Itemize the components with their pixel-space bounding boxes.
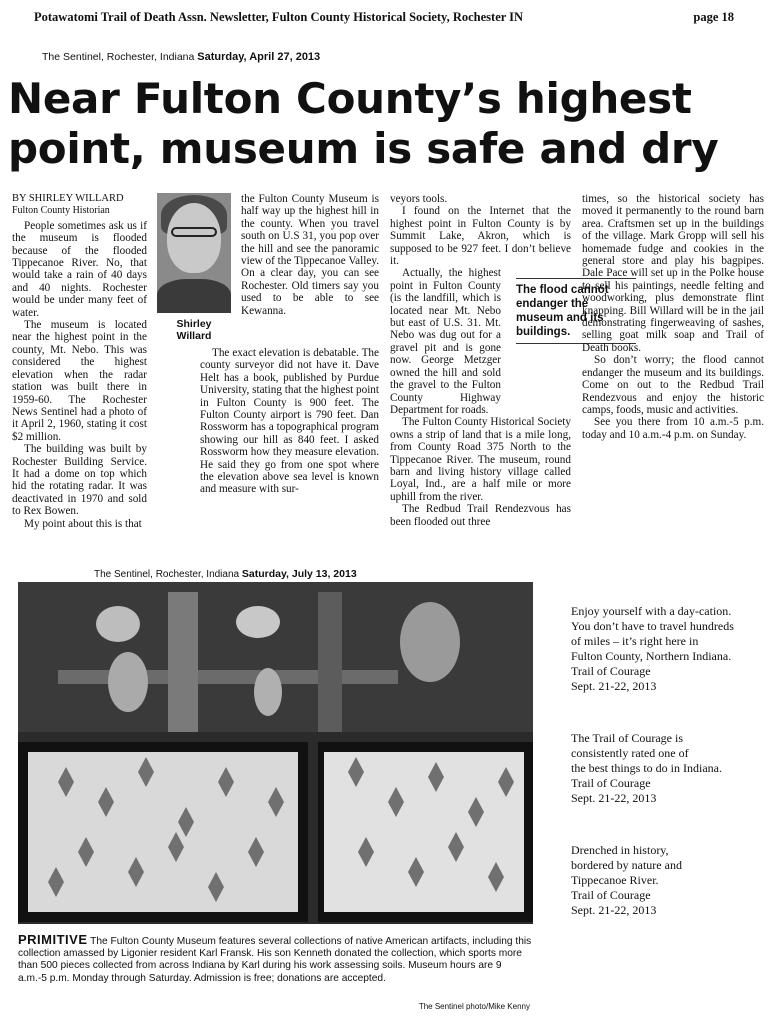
source-date: Saturday, April 27, 2013 bbox=[197, 51, 321, 63]
page-number: page 18 bbox=[693, 10, 734, 24]
paragraph: The building was built by Rochester Building Service. It had a dome on top which hid the rotating radar. It was deactivated in 1970 and sold to Rex Bowen. bbox=[12, 443, 147, 518]
trail-of-courage-ad-3: Drenched in history, bordered by nature and Tippecanoe River. Trail of Courage Sept. 21-22, 2013 bbox=[571, 843, 682, 917]
author-portrait-photo bbox=[157, 193, 231, 313]
photo-credit: The Sentinel photo/Mike Kenny bbox=[418, 1002, 530, 1011]
headline-line-1: Near Fulton County’s highest bbox=[8, 74, 692, 123]
paragraph: See you there from 10 a.m.-5 p.m. today and 10 a.m.-4 p.m. on Sunday. bbox=[582, 416, 764, 441]
byline-author: BY SHIRLEY WILLARD bbox=[12, 193, 124, 204]
article-column-1 bbox=[12, 193, 147, 530]
headline-line-2: point, museum is safe and dry bbox=[8, 124, 719, 173]
source-paper: The Sentinel, Rochester, Indiana bbox=[42, 51, 195, 63]
paragraph: Actually, the highest point in Fulton County (is the landfill, which is located near Mt. Nebo but east of U.S. 31. Mt. Nebo was dug out for a gravel pit and is gone now. George Metzger owned the hill and sold the gravel to the Fulton County Highway Department for roads. bbox=[390, 267, 501, 416]
pull-quote: The flood cannot endanger the museum and its buildings. bbox=[516, 278, 636, 344]
paragraph: the Fulton County Museum is half way up the highest hill in the county. When you travel south on U.S 31, you pop over the hill and see the panoramic view of the Tippecanoe Valley. On a clear day, you can see Rochester. Old timers say you used to be able to see Kewanna. bbox=[241, 193, 379, 317]
article-column-2 bbox=[241, 193, 379, 317]
article-column-4 bbox=[582, 193, 764, 441]
article-column-3 bbox=[390, 193, 571, 528]
photo-source-date: Saturday, July 13, 2013 bbox=[241, 568, 357, 580]
article-column-2-lower bbox=[200, 347, 379, 496]
paragraph: I found on the Internet that the highest point in Fulton County is by Summit Lake, Akron, which is supposed to be 927 feet. I don’t believe it. bbox=[390, 205, 571, 268]
paragraph: The museum is located near the highest point in the county, Mt. Nebo. This was considered the highest elevation when the radar station was built there in 1959-60. The Rochester News Sentinel had a photo of it April 2, 1960, stating it cost $2 million. bbox=[12, 319, 147, 443]
paragraph: So don’t worry; the flood cannot endanger the museum and its buildings. Come on out to the Redbud Trail Rendezvous and enjoy the historic camps, foods, music and activities. bbox=[582, 354, 764, 416]
newsletter-header bbox=[34, 10, 734, 25]
source-line bbox=[42, 51, 320, 63]
paragraph: The Redbud Trail Rendezvous has been flooded out three bbox=[390, 503, 571, 528]
paragraph: The Fulton County Historical Society owns a strip of land that is a mile long, from County Road 375 North to the Tippecanoe River. The museum, round barn and living history village called Loyal, Ind., are a half mile or more uphill from the river. bbox=[390, 416, 571, 503]
paragraph: times, so the historical society has moved it permanently to the round barn area. Craftsmen set up in the buildings of the village. Mark Gropp will sell his homemade fudge and cookies in the general store and play his bagpipes. Dale Pace will set up in the Polke house to sell his paintings, needle felting and woodworking, plus demonstrate flint knapping. Bill Willard will be in the jail demonstrating fingerweaving of sashes, selling goat milk soap and Trail of Death books. bbox=[582, 193, 764, 354]
newsletter-title: Potawatomi Trail of Death Assn. Newsletter, Fulton County Historical Society, Rochester IN bbox=[34, 10, 524, 24]
headline bbox=[8, 74, 768, 174]
caption-text: The Fulton County Museum features several collections of native American artifacts, including this collection amassed by Ligonier resident Karl Fransk. His son Kenneth donated the collection, which sports more than 500 pieces collected from across Indiana by Karl during his work assessing soils. Museum hours are 9 a.m.-5 p.m. Monday through Saturday. Admission is free; donations are accepted. bbox=[18, 936, 532, 984]
photo-source-line bbox=[94, 568, 357, 580]
paragraph: veyors tools. bbox=[390, 193, 448, 205]
paragraph: People sometimes ask us if the museum is flooded because of the flooded Tippecanoe River. No, that would take a rain of 40 days and 40 nights. Rochester would be under many feet of water. bbox=[12, 219, 147, 319]
photo-caption bbox=[18, 934, 533, 985]
trail-of-courage-ad-1: Enjoy yourself with a day-cation. You don’t have to travel hundreds of miles – it’s right here in Fulton County, Northern Indiana. Trail of Courage Sept. 21-22, 2013 bbox=[571, 604, 734, 693]
paragraph: My point about this is that bbox=[24, 517, 142, 530]
paragraph: The exact elevation is debatable. The county surveyor did not have it. Dave Helt has a book, published by Purdue University, stating that the highest point in Fulton County is 900 feet. The Fulton County airport is 790 feet. Dan Rossworm has a topographical program showing our hill as 840 feet. I asked Rossworm how they measure elevation. He said they go from one spot where the elevation above sea level is known and measure with sur- bbox=[200, 347, 379, 496]
photo-source-paper: The Sentinel, Rochester, Indiana bbox=[94, 569, 240, 580]
byline-role: Fulton County Historian bbox=[12, 205, 110, 217]
caption-lead: PRIMITIVE bbox=[18, 932, 88, 947]
author-photo-caption: Shirley Willard bbox=[176, 318, 212, 342]
artifact-collection-photo bbox=[18, 582, 533, 924]
trail-of-courage-ad-2: The Trail of Courage is consistently rated one of the best things to do in Indiana. Trail of Courage Sept. 21-22, 2013 bbox=[571, 731, 722, 805]
